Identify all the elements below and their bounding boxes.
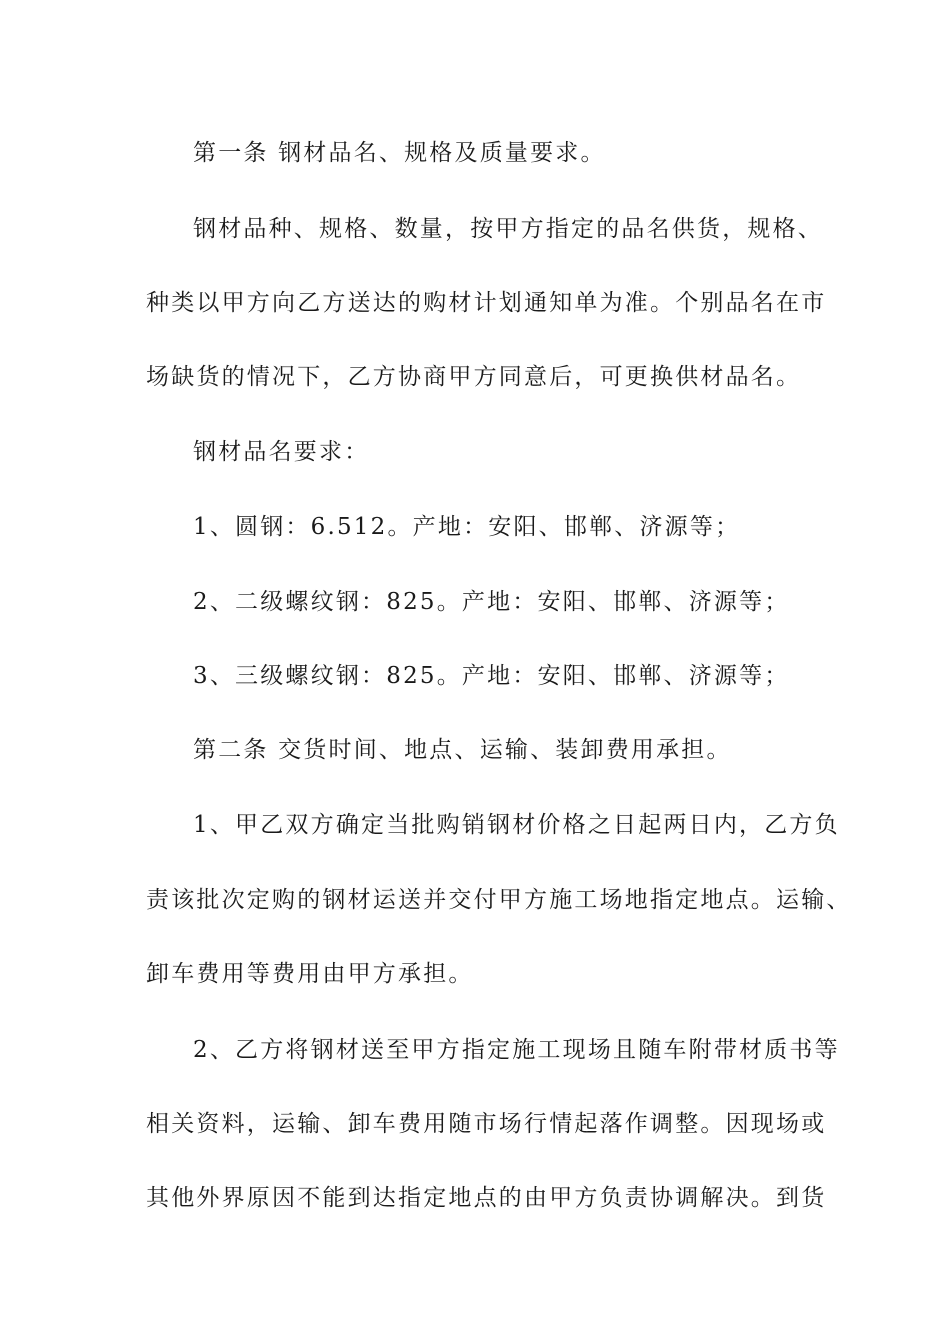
list-item: 3、三级螺纹钢：825。产地：安阳、邯郸、济源等； (193, 663, 790, 689)
article-1-heading: 第一条 钢材品名、规格及质量要求。 (193, 140, 606, 166)
paragraph-line: 种类以甲方向乙方送达的购材计划通知单为准。个别品名在市 (146, 290, 827, 316)
paragraph-line: 2、乙方将钢材送至甲方指定施工现场且随车附带材质书等 (193, 1037, 840, 1063)
list-item: 1、圆钢：6.512。产地：安阳、邯郸、济源等； (193, 514, 741, 540)
paragraph-line: 1、甲乙双方确定当批购销钢材价格之日起两日内，乙方负 (193, 812, 840, 838)
requirements-heading: 钢材品名要求： (193, 439, 370, 465)
paragraph-line: 相关资料，运输、卸车费用随市场行情起落作调整。因现场或 (146, 1111, 827, 1137)
paragraph-line: 其他外界原因不能到达指定地点的由甲方负责协调解决。到货 (146, 1185, 827, 1211)
paragraph-line: 场缺货的情况下，乙方协商甲方同意后，可更换供材品名。 (146, 364, 802, 390)
paragraph-line: 钢材品种、规格、数量，按甲方指定的品名供货，规格、 (193, 216, 823, 242)
article-2-heading: 第二条 交货时间、地点、运输、装卸费用承担。 (193, 737, 732, 763)
paragraph-line: 责该批次定购的钢材运送并交付甲方施工场地指定地点。运输、 (146, 887, 852, 913)
paragraph-line: 卸车费用等费用由甲方承担。 (146, 961, 474, 987)
list-item: 2、二级螺纹钢：825。产地：安阳、邯郸、济源等； (193, 589, 790, 615)
